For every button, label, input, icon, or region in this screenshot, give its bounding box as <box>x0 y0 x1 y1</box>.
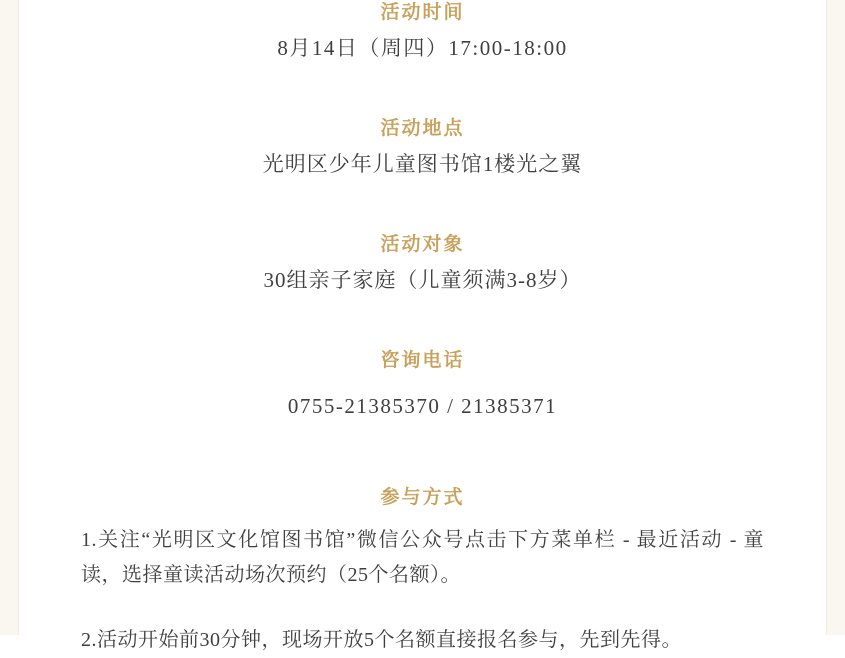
section-activity-audience <box>81 232 764 296</box>
section-body: 8月14日（周四）17:00-18:00 <box>277 35 568 60</box>
section-title: 活动对象 <box>380 234 465 256</box>
section-body: 30组亲子家庭（儿童须满3-8岁） <box>263 267 582 292</box>
section-activity-time <box>81 0 764 64</box>
section-title: 活动时间 <box>380 2 465 23</box>
page-right-border <box>826 0 845 635</box>
section-title: 参与方式 <box>380 487 465 509</box>
howto-item-1: 1.关注“光明区文化馆图书馆”微信公众号点击下方菜单栏 - 最近活动 - 童读，选择童读活动场次预约（25个名额）。 <box>81 529 764 587</box>
article-content <box>19 0 826 652</box>
section-activity-place <box>81 116 764 180</box>
section-contact-phone <box>81 348 764 422</box>
section-title: 咨询电话 <box>380 350 465 372</box>
section-how-to-participate <box>81 482 764 658</box>
section-body: 0755-21385370 / 21385371 <box>287 393 558 418</box>
page-left-border <box>0 0 19 635</box>
howto-item-2: 2.活动开始前30分钟，现场开放5个名额直接报名参与，先到先得。 <box>81 629 682 652</box>
section-title: 活动地点 <box>380 118 465 140</box>
section-body: 光明区少年儿童图书馆1楼光之翼 <box>262 151 583 176</box>
